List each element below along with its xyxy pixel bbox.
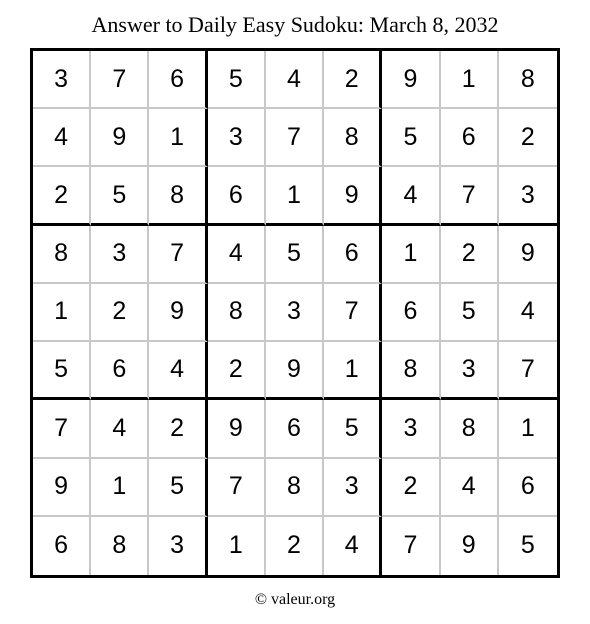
sudoku-cell: 5 <box>441 284 499 342</box>
sudoku-cell: 9 <box>382 51 440 109</box>
sudoku-cell: 3 <box>33 51 91 109</box>
sudoku-cell: 3 <box>441 342 499 400</box>
sudoku-cell: 8 <box>382 342 440 400</box>
sudoku-cell: 3 <box>91 226 149 284</box>
sudoku-cell: 6 <box>382 284 440 342</box>
sudoku-cell: 1 <box>149 109 207 167</box>
sudoku-cell: 6 <box>266 400 324 458</box>
sudoku-cell: 3 <box>266 284 324 342</box>
page-title: Answer to Daily Easy Sudoku: March 8, 2032 <box>91 12 499 37</box>
sudoku-cell: 9 <box>208 400 266 458</box>
sudoku-cell: 4 <box>208 226 266 284</box>
sudoku-cell: 6 <box>149 51 207 109</box>
sudoku-cell: 7 <box>33 400 91 458</box>
sudoku-cell: 8 <box>324 109 382 167</box>
sudoku-cell: 6 <box>441 109 499 167</box>
sudoku-cell: 2 <box>208 342 266 400</box>
footer-credit: © valeur.org <box>254 591 336 608</box>
sudoku-cell: 7 <box>91 51 149 109</box>
sudoku-cell: 8 <box>441 400 499 458</box>
sudoku-cell: 5 <box>382 109 440 167</box>
sudoku-cell: 9 <box>499 226 557 284</box>
sudoku-cell: 2 <box>33 167 91 225</box>
sudoku-cell: 4 <box>382 167 440 225</box>
sudoku-cell: 5 <box>149 459 207 517</box>
sudoku-cell: 3 <box>499 167 557 225</box>
sudoku-cell: 2 <box>266 517 324 575</box>
sudoku-cell: 3 <box>149 517 207 575</box>
sudoku-cell: 1 <box>33 284 91 342</box>
sudoku-cell: 3 <box>324 459 382 517</box>
sudoku-board <box>30 48 560 578</box>
sudoku-cell: 4 <box>91 400 149 458</box>
sudoku-cell: 8 <box>91 517 149 575</box>
sudoku-cell: 5 <box>208 51 266 109</box>
sudoku-cell: 4 <box>324 517 382 575</box>
sudoku-cell: 8 <box>208 284 266 342</box>
sudoku-cell: 6 <box>499 459 557 517</box>
sudoku-cell: 9 <box>149 284 207 342</box>
sudoku-cell: 4 <box>499 284 557 342</box>
sudoku-cell: 7 <box>441 167 499 225</box>
sudoku-cell: 9 <box>266 342 324 400</box>
sudoku-cell: 7 <box>149 226 207 284</box>
sudoku-cell: 5 <box>91 167 149 225</box>
sudoku-cell: 6 <box>33 517 91 575</box>
sudoku-cell: 7 <box>382 517 440 575</box>
sudoku-cell: 3 <box>382 400 440 458</box>
sudoku-cell: 4 <box>266 51 324 109</box>
sudoku-cell: 8 <box>33 226 91 284</box>
sudoku-cell: 2 <box>441 226 499 284</box>
sudoku-cell: 7 <box>266 109 324 167</box>
sudoku-cell: 8 <box>499 51 557 109</box>
sudoku-cell: 7 <box>208 459 266 517</box>
sudoku-cell: 2 <box>149 400 207 458</box>
sudoku-cell: 9 <box>91 109 149 167</box>
sudoku-cell: 5 <box>33 342 91 400</box>
sudoku-cell: 6 <box>324 226 382 284</box>
sudoku-cell: 2 <box>499 109 557 167</box>
sudoku-cell: 2 <box>324 51 382 109</box>
sudoku-cell: 4 <box>149 342 207 400</box>
sudoku-cell: 9 <box>324 167 382 225</box>
sudoku-cell: 1 <box>266 167 324 225</box>
sudoku-cell: 7 <box>324 284 382 342</box>
sudoku-cell: 1 <box>499 400 557 458</box>
sudoku-cell: 8 <box>149 167 207 225</box>
sudoku-cell: 5 <box>266 226 324 284</box>
sudoku-cell: 4 <box>441 459 499 517</box>
sudoku-cell: 1 <box>441 51 499 109</box>
sudoku-cell: 1 <box>208 517 266 575</box>
sudoku-cell: 2 <box>382 459 440 517</box>
sudoku-cell: 5 <box>324 400 382 458</box>
sudoku-cell: 8 <box>266 459 324 517</box>
sudoku-cell: 1 <box>382 226 440 284</box>
sudoku-cell: 7 <box>499 342 557 400</box>
sudoku-cell: 1 <box>91 459 149 517</box>
sudoku-cell: 9 <box>441 517 499 575</box>
sudoku-cell: 6 <box>91 342 149 400</box>
sudoku-cell: 3 <box>208 109 266 167</box>
sudoku-cell: 9 <box>33 459 91 517</box>
sudoku-cell: 1 <box>324 342 382 400</box>
sudoku-cell: 2 <box>91 284 149 342</box>
sudoku-cell: 6 <box>208 167 266 225</box>
sudoku-cell: 4 <box>33 109 91 167</box>
sudoku-cell: 5 <box>520 531 535 560</box>
